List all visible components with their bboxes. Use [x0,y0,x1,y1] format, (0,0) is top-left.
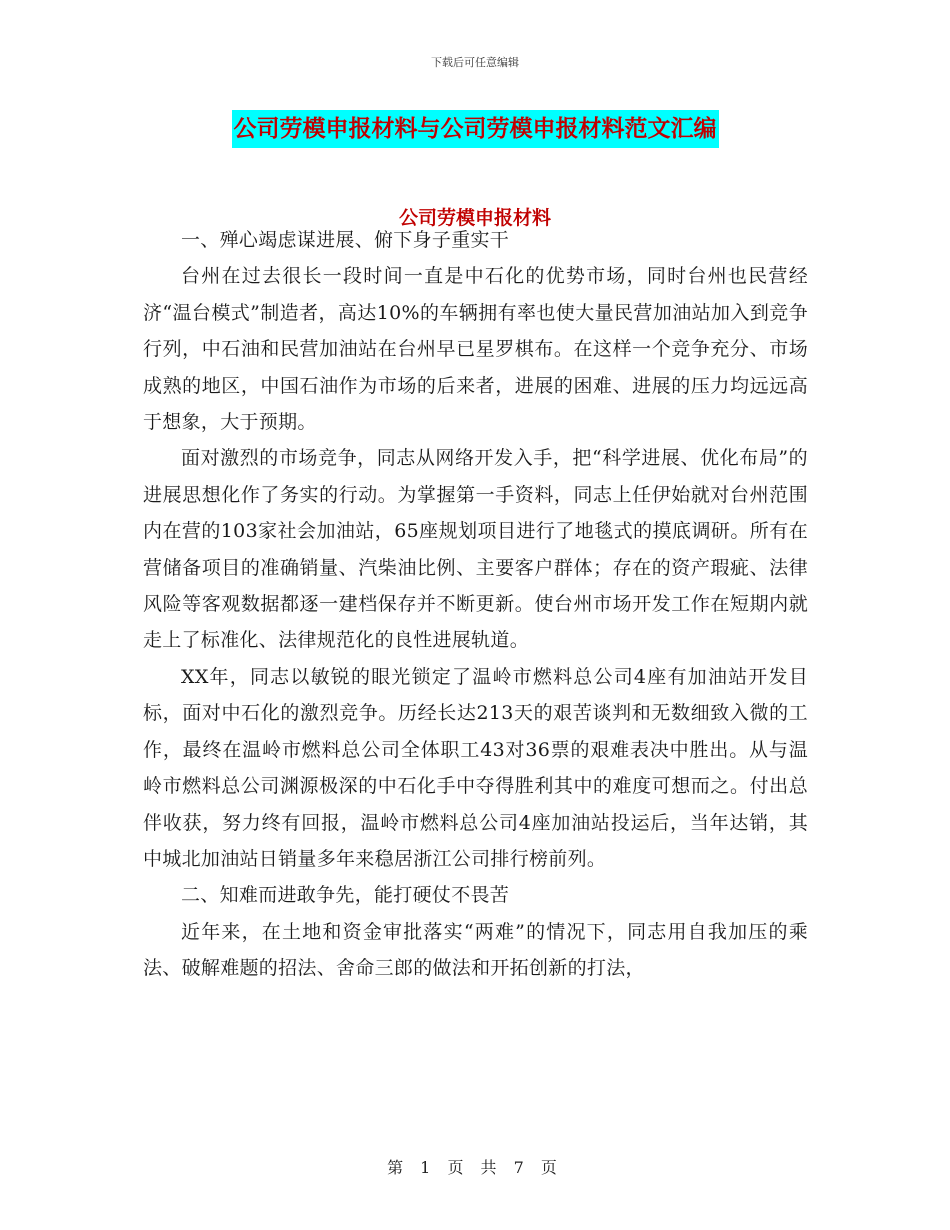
main-title: 公司劳模申报材料与公司劳模申报材料范文汇编 [232,110,719,148]
main-title-container [0,110,950,148]
paragraph: 近年来，在土地和资金审批落实“两难”的情况下，同志用自我加压的乘法、破解难题的招法、舍命三郎的做法和开拓创新的打法， [143,920,808,980]
section-title: 公司劳模申报材料 [398,207,551,229]
paragraph: 台州在过去很长一段时间一直是中石化的优势市场，同时台州也民营经济“温台模式”制造者，高达10%的车辆拥有率也使大量民营加油站加入到竞争行列，中石油和民营加油站在台州早已星罗棋布。在这样一个竞争充分、市场成熟的地区，中国石油作为市场的后来者，进展的困难、进展的压力均远远高于想象，大于预期。 [143,265,808,434]
heading-1: 一、殚心竭虑谋进展、俯下身子重实干 [181,229,510,251]
paragraph: 面对激烈的市场竞争，同志从网络开发入手，把“科学进展、优化布局”的进展思想化作了务实的行动。为掌握第一手资料，同志上任伊始就对台州范围内在营的103家社会加油站，65座规划项目进行了地毯式的摸底调研。所有在营储备项目的准确销量、汽柴油比例、主要客户群体；存在的资产瑕疵、法律风险等客观数据都逐一建档保存并不断更新。使台州市场开发工作在短期内就走上了标准化、法律规范化的良性进展轨道。 [143,447,808,652]
body-text [143,222,808,987]
page-number: 第 1 页 共 7 页 [387,1158,563,1177]
header-note: 下载后可任意编辑 [431,56,519,69]
paragraph: XX年，同志以敏锐的眼光锁定了温岭市燃料总公司4座有加油站开发目标，面对中石化的激烈竞争。历经长达213天的艰苦谈判和无数细致入微的工作，最终在温岭市燃料总公司全体职工43对36票的艰难表决中胜出。从与温岭市燃料总公司渊源极深的中石化手中夺得胜利其中的难度可想而之。付出总伴收获，努力终有回报，温岭市燃料总公司4座加油站投运后，当年达销，其中城北加油站日销量多年来稳居浙江公司排行榜前列。 [143,665,808,870]
heading-2: 二、知难而进敢争先，能打硬仗不畏苦 [181,884,510,907]
